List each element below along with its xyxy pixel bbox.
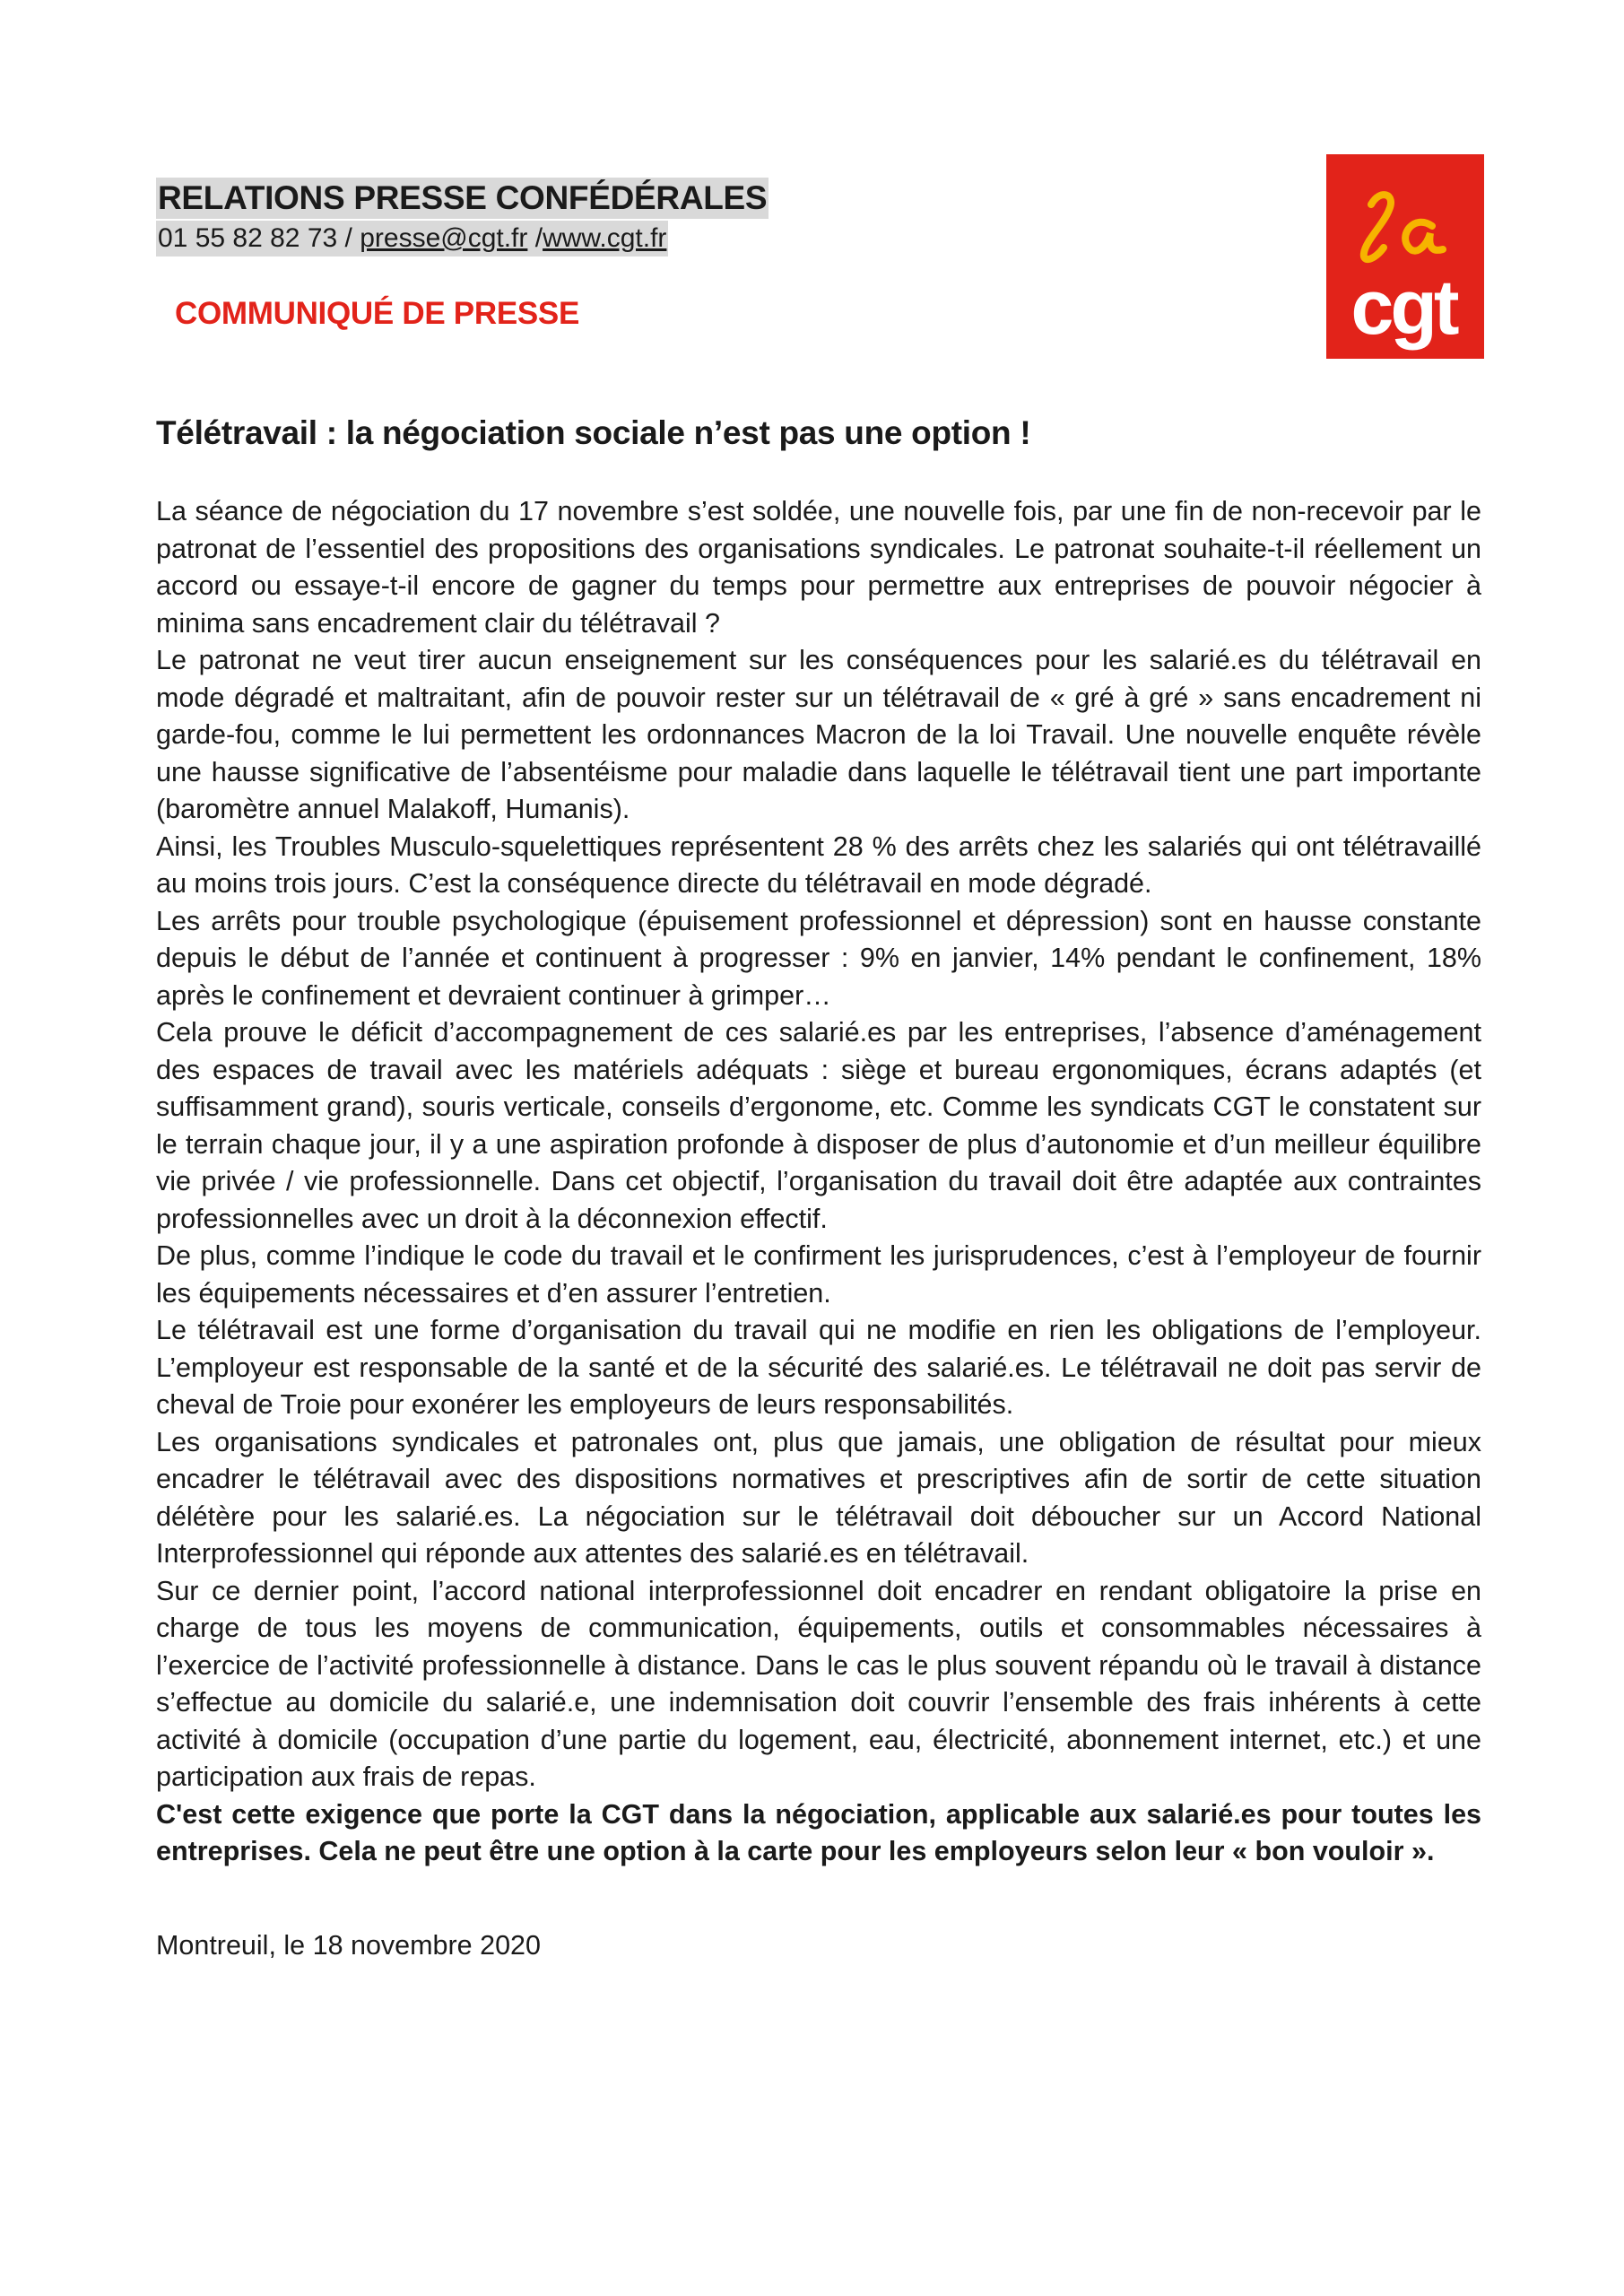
press-release-body (156, 493, 1481, 1871)
cgt-logo-graphic (1326, 154, 1484, 359)
press-relations-header (156, 178, 769, 257)
cgt-logo (1326, 154, 1484, 359)
paragraph-3: Ainsi, les Troubles Musculo-squelettiques représentent 28 % des arrêts chez les salariés qui ont télétravaillé au moins trois jours. C’est la conséquence directe du télétravail en mode dégradé. (156, 831, 1481, 899)
paragraph-5: Cela prouve le déficit d’accompagnement de ces salarié.es par les entreprises, l’absence d’aménagement des espaces de travail avec les matériels adéquats : siège et bureau ergonomiques, écrans adaptés (et suffisamment grand), souris verticale, conseils d’ergonome, etc. Comme les syndicats CGT le constatent sur le terrain chaque jour, il y a une aspiration profonde à disposer de plus d’autonomie et d’un meilleur équilibre vie privée / vie professionnelle. Dans cet objectif, l’organisation du travail doit être adaptée aux contraintes professionnelles avec un droit à la déconnexion effectif. (156, 1017, 1481, 1234)
paragraph-9: Sur ce dernier point, l’accord national interprofessionnel doit encadrer en rendant obligatoire la prise en charge de tous les moyens de communication, équipements, outils et consommables nécessaires à l’exercice de l’activité professionnelle à distance. Dans le cas le plus souvent répandu où le travail à distance s’effectue au domicile du salarié.e, une indemnisation doit couvrir l’ensemble des frais inhérents à cette activité à domicile (occupation d’une partie du logement, eau, électricité, abonnement internet, etc.) et une participation aux frais de repas. (156, 1575, 1481, 1792)
paragraph-2: Le patronat ne veut tirer aucun enseignement sur les conséquences pour les salarié.es du télétravail en mode dégradé et maltraitant, afin de pouvoir rester sur un télétravail de « gré à gré » sans encadrement ni garde-fou, comme le lui permettent les ordonnances Macron de la loi Travail. Une nouvelle enquête révèle une hausse significative de l’absentéisme pour maladie dans laquelle le télétravail tient une part importante (baromètre annuel Malakoff, Humanis). (156, 645, 1481, 824)
page-title: Télétravail : la négociation sociale n’est pas une option ! (156, 414, 1031, 451)
conclusion-paragraph: C'est cette exigence que porte la CGT dans la négociation, applicable aux salarié.es pour toutes les entreprises. Cela ne peut être une option à la carte pour les employeurs selon leur « bon vouloir ». (156, 1798, 1481, 1866)
signoff-date: Montreuil, le 18 novembre 2020 (156, 1930, 541, 1961)
contact-separator: / (527, 223, 543, 253)
communique-label: COMMUNIQUÉ DE PRESSE (175, 296, 579, 331)
phone-number: 01 55 82 82 73 / (158, 223, 360, 253)
press-relations-title: RELATIONS PRESSE CONFÉDÉRALES (156, 178, 769, 219)
paragraph-7: Le télétravail est une forme d’organisation du travail qui ne modifie en rien les obligations de l’employeur. L’employeur est responsable de la santé et de la sécurité des salarié.es. Le télétravail ne doit pas servir de cheval de Troie pour exonérer les employeurs de leurs responsabilités. (156, 1315, 1481, 1420)
website-link[interactable]: www.cgt.fr (543, 223, 667, 253)
paragraph-1: La séance de négociation du 17 novembre s’est soldée, une nouvelle fois, par une fin de non-recevoir par le patronat de l’essentiel des propositions des organisations syndicales. Le patronat souhaite-t-il réellement un accord ou essaye-t-il encore de gagner du temps pour permettre aux entreprises de pouvoir négocier à minima sans encadrement clair du télétravail ? (156, 496, 1481, 639)
paragraph-6: De plus, comme l’indique le code du travail et le confirment les jurisprudences, c’est à l’employeur de fournir les équipements nécessaires et d’en assurer l’entretien. (156, 1240, 1481, 1309)
contact-line (156, 221, 668, 257)
email-link[interactable]: presse@cgt.fr (360, 223, 528, 253)
paragraph-8: Les organisations syndicales et patronales ont, plus que jamais, une obligation de résultat pour mieux encadrer le télétravail avec des dispositions normatives et prescriptives afin de sortir de cette situation délétère pour les salarié.es. La négociation sur le télétravail doit déboucher sur un Accord National Interprofessionnel qui réponde aux attentes des salarié.es en télétravail. (156, 1426, 1481, 1569)
paragraph-4: Les arrêts pour trouble psychologique (épuisement professionnel et dépression) sont en hausse constante depuis le début de l’année et continuent à progresser : 9% en janvier, 14% pendant le confinement, 18% après le confinement et devraient continuer à grimper… (156, 905, 1481, 1011)
cgt-logo-text: cgt (1350, 265, 1456, 351)
